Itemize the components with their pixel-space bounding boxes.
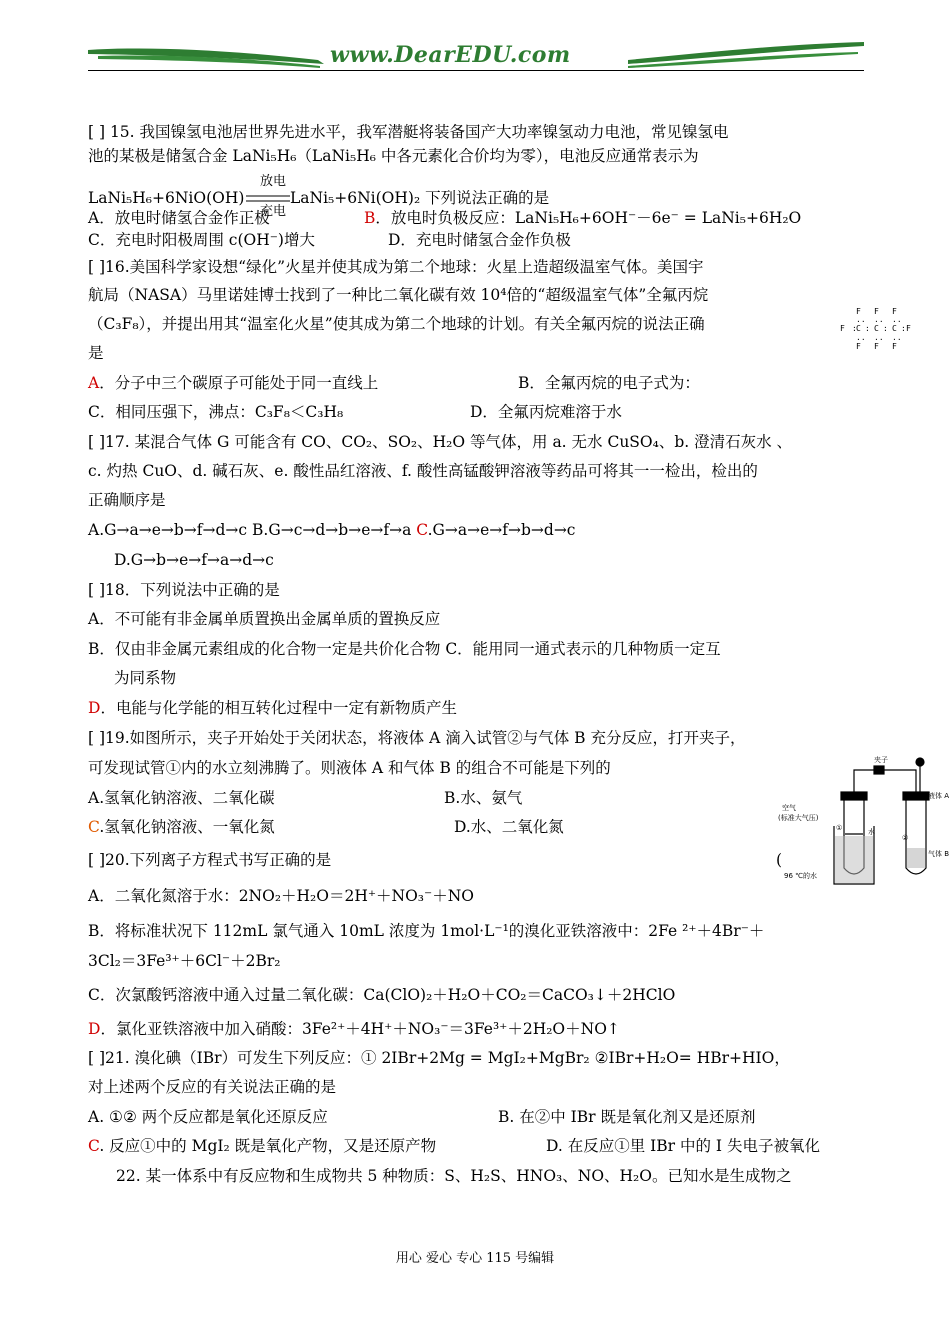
- q19-line1: [ ]19.如图所示，夹子开始处于关闭状态，将液体 A 滴入试管②与气体 B 充分反应，打开夹子，: [88, 729, 746, 747]
- air-label-2: (标准大气压): [778, 814, 819, 822]
- q19-option-d: D.水、二氧化氮: [454, 818, 564, 836]
- q20-option-d-text: ．氯化亚铁溶液中加入硝酸：3Fe²⁺＋4H⁺＋NO₃⁻＝3Fe³⁺＋2H₂O＋NO↑: [100, 1020, 620, 1038]
- q17-option-d: D.G→b→e→f→a→d→c: [114, 551, 274, 569]
- q22-line1: 22. 某一体系中有反应物和生成物共 5 种物质：S、H₂S、HNO₃、NO、H₂O。已知水是生成物之: [116, 1167, 792, 1185]
- svg-text:C: C: [856, 324, 861, 333]
- svg-text:..: ..: [892, 315, 902, 324]
- gas-b-label: 气体 B: [928, 850, 950, 858]
- q15-reaction-right: LaNi₅+6Ni(OH)₂ 下列说法正确的是: [290, 189, 550, 207]
- q18-line1: [ ]18．下列说法中正确的是: [88, 581, 280, 599]
- svg-text:..: ..: [856, 333, 866, 342]
- svg-text:..: ..: [892, 333, 902, 342]
- liquid-a-label: 液体 A: [928, 792, 950, 800]
- q15-option-c: C．充电时阳极周围 c(OH⁻)增大: [88, 231, 315, 249]
- q15-line2: 池的某极是储氢合金 LaNi₅H₆（LaNi₅H₆ 中各元素化合价均为零），电池反应通常表示为: [88, 147, 699, 165]
- svg-text:C: C: [874, 324, 879, 333]
- header-divider: [88, 70, 864, 71]
- q16-option-d: D．全氟丙烷难溶于水: [470, 403, 622, 421]
- q16-option-a-text: ．分子中三个碳原子可能处于同一直线上: [99, 374, 379, 392]
- answer-letter: B: [364, 209, 376, 227]
- q15-option-b-text: ．放电时负极反应：LaNi₅H₆+6OH⁻－6e⁻ = LaNi₅+6H₂O: [375, 209, 802, 227]
- hot-water-label: 96 ℃的水: [784, 872, 817, 880]
- q15-option-b: [364, 208, 801, 228]
- q21-option-c: [88, 1136, 436, 1156]
- q20-option-a: A．二氧化氮溶于水：2NO₂＋H₂O＝2H⁺＋NO₃⁻＋NO: [88, 887, 474, 905]
- svg-text::: :: [901, 324, 906, 333]
- q17-line1: [ ]17. 某混合气体 G 可能含有 CO、CO₂、SO₂、H₂O 等气体，用 a. 无水 CuSO₄、b. 澄清石灰水 、: [88, 433, 793, 451]
- q16-line1: [ ]16.美国科学家设想“绿化”火星并使其成为第二个地球：火星上造超级温室气体。美国宇: [88, 258, 704, 276]
- q21-option-a: A. ①② 两个反应都是氧化还原反应: [88, 1108, 328, 1126]
- answer-letter: D: [88, 699, 101, 717]
- q19-option-c-text: .氢氧化钠溶液、一氧化氮: [99, 818, 275, 836]
- water-label: 水: [868, 828, 875, 836]
- svg-text:F: F: [856, 307, 861, 316]
- q17-option-c-text: .G→a→e→f→b→d→c: [427, 521, 576, 539]
- q15-option-d: D．充电时储氢合金作负极: [388, 231, 571, 249]
- svg-text:C: C: [892, 324, 897, 333]
- q19-option-a: A.氢氧化钠溶液、二氧化碳: [88, 789, 275, 807]
- q15-reaction-left: LaNi₅H₆+6NiO(OH): [88, 189, 245, 207]
- q18-option-a: A．不可能有非金属单质置换出金属单质的置换反应: [88, 610, 441, 628]
- site-logo[interactable]: www.DearEDU.com: [330, 42, 571, 68]
- q16-line4: 是: [88, 344, 104, 362]
- answer-letter: C: [88, 818, 100, 836]
- q19-line2: 可发现试管①内的水立刻沸腾了。则液体 A 和气体 B 的组合不可能是下列的: [88, 759, 611, 777]
- svg-text:F: F: [840, 324, 845, 333]
- q17-line3: 正确顺序是: [88, 491, 166, 509]
- svg-text:F: F: [874, 342, 879, 351]
- q19-option-b: B.水、氨气: [444, 789, 523, 807]
- clip-label: 夹子: [874, 756, 888, 764]
- tube2-label: ②: [902, 834, 909, 842]
- answer-letter: A: [88, 374, 100, 392]
- svg-text:..: ..: [874, 315, 884, 324]
- q18-option-b: B．仅由非金属元素组成的化合物一定是共价化合物 C．能用同一通式表示的几种物质一定互: [88, 640, 721, 658]
- answer-letter: C: [416, 521, 428, 539]
- q18-option-d: [88, 698, 457, 718]
- svg-text:..: ..: [874, 333, 884, 342]
- svg-text::: :: [883, 324, 888, 333]
- q20-option-b: B．将标准状况下 112mL 氯气通入 10mL 浓度为 1mol·L⁻¹的溴化亚铁溶液中：2Fe ²⁺＋4Br⁻＋: [88, 922, 765, 940]
- q16-option-b: B．全氟丙烷的电子式为：: [518, 374, 700, 392]
- q20-option-c: C．次氯酸钙溶液中通入过量二氧化碳：Ca(ClO)₂＋H₂O＋CO₂＝CaCO₃↓＋2HClO: [88, 986, 676, 1004]
- svg-text:..: ..: [856, 315, 866, 324]
- c3f8-electron-formula: [838, 305, 914, 353]
- q19-apparatus-figure: [778, 752, 950, 892]
- q21-option-d: D. 在反应①里 IBr 中的 I 失电子被氧化: [546, 1137, 820, 1155]
- svg-text:F: F: [874, 307, 879, 316]
- q21-line1: [ ]21. 溴化碘（IBr）可发生下列反应：① 2IBr+2Mg = MgI₂+MgBr₂ ②IBr+H₂O= HBr+HIO，: [88, 1049, 790, 1067]
- q15-option-a: A．放电时储氢合金作正极: [88, 209, 270, 227]
- header-banner: [88, 36, 864, 72]
- tube1-label: ①: [836, 824, 843, 832]
- q20-option-d: [88, 1019, 620, 1039]
- svg-text:F: F: [892, 342, 897, 351]
- air-label: 空气: [782, 804, 796, 812]
- svg-text::: :: [865, 324, 870, 333]
- q18-option-d-text: ．电能与化学能的相互转化过程中一定有新物质产生: [100, 699, 457, 717]
- q17-options-ab: [88, 520, 576, 540]
- q17-line2: c. 灼热 CuO、d. 碱石灰、e. 酸性品红溶液、f. 酸性高锰酸钾溶液等药品可将其一一检出，检出的: [88, 462, 758, 480]
- svg-text:F: F: [892, 307, 897, 316]
- q16-option-a: [88, 373, 378, 393]
- svg-text:F: F: [856, 342, 861, 351]
- q20-line1: [ ]20.下列离子方程式书写正确的是: [88, 851, 332, 869]
- q17-options-ab-text: A.G→a→e→b→f→d→c B.G→c→d→b→e→f→a: [88, 521, 417, 539]
- q15-line1: [ ] 15. 我国镍氢电池居世界先进水平，我军潜艇将装备国产大功率镍氢动力电池，常见镍氢电: [88, 123, 729, 141]
- q20-option-b-cont: 3Cl₂＝3Fe³⁺＋6Cl⁻＋2Br₂: [88, 952, 281, 970]
- q18-option-b-cont: 为同系物: [114, 669, 177, 687]
- q21-line2: 对上述两个反应的有关说法正确的是: [88, 1078, 337, 1096]
- q21-option-b: B. 在②中 IBr 既是氧化剂又是还原剂: [498, 1108, 756, 1126]
- svg-text:F: F: [906, 324, 911, 333]
- q21-option-c-text: . 反应①中的 MgI₂ 既是氧化产物，又是还原产物: [99, 1137, 437, 1155]
- answer-letter: C: [88, 1137, 100, 1155]
- q15-arrow-top: 放电: [260, 174, 287, 189]
- q15-arrow-bottom: 充电: [260, 204, 287, 219]
- q20-answer-paren: (: [776, 851, 783, 869]
- q16-option-c: C．相同压强下，沸点：C₃F₈＜C₃H₈: [88, 403, 344, 421]
- q16-line2: 航局（NASA）马里诺娃博士找到了一种比二氧化碳有效 10⁴倍的“超级温室气体”全氟丙烷: [88, 286, 709, 304]
- q16-line3: （C₃F₈），并提出用其“温室化火星”使其成为第二个地球的计划。有关全氟丙烷的说法正确: [88, 315, 705, 333]
- q19-option-c: [88, 817, 275, 837]
- answer-letter: D: [88, 1020, 101, 1038]
- page-footer: 用心 爱心 专心 115 号编辑: [395, 1251, 555, 1266]
- svg-text::: :: [852, 324, 857, 333]
